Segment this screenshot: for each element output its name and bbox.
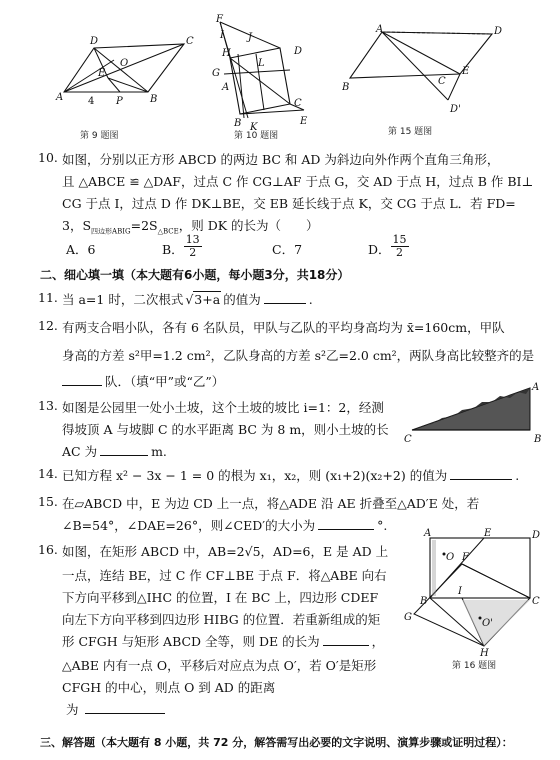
q10-option-b-numerator: 13 [185,233,200,246]
q16-text-line2: 一点，连结 BE，过 C 作 CF⊥BE 于点 F．将△ABE 向右 [62,568,387,583]
q11-answer-blank[interactable] [264,303,306,304]
q11-radicand: 3+a [194,292,221,307]
fig15-label-e: E [462,66,470,77]
q15-text-line2b: °. [377,518,388,533]
fig10-label-c: C [294,98,302,109]
figure-16-caption: 第 16 题图 [452,661,497,671]
q13-answer-blank[interactable] [100,455,148,456]
q16-text-line5b: ， [371,634,385,649]
figure-10-caption: 第 10 题图 [234,131,279,141]
q10-text-line2: 且 △ABCE ≌ △DAF，过点 C 作 CG⊥AF 于点 G，交 AD 于点 H，过点 B 作 BI⊥ [62,174,534,189]
fig10-label-g: G [212,68,220,79]
q14-number: 14. [38,466,58,481]
figure-16 [400,528,540,671]
fig10-label-h: H [222,48,231,59]
section-3-title-text: 三、解答题（本大题有 8 小题，共 72 分，解答需写出必要的文字说明、演算步骤或证明过程）： [40,736,513,749]
q10-option-b-label: B． [162,242,184,257]
figure-15-caption: 第 15 题图 [388,127,433,137]
q16-number: 16. [38,542,58,557]
q12-text-line2: 身高的方差 s²甲=1.2 cm²，乙队身高的方差 s²乙=2.0 cm²，两队身高比较整齐的是 [62,348,535,363]
q13-text-line3a: AC 为 [62,444,98,459]
fig16-label-d: D [532,530,540,541]
q11-text [62,290,313,308]
fig9-label-e: E [98,68,106,79]
fig16-label-b: B [420,596,428,607]
q11-text-a: 当 a=1 时，二次根式 [62,292,184,307]
fig10-label-f: F [216,14,223,25]
q16-answer-blank-1[interactable] [323,645,369,646]
q12-text-line3 [62,372,224,390]
fig15-label-d-prime: D' [450,104,461,115]
q13-number: 13. [38,398,58,413]
figure-9 [52,30,202,141]
fig16-label-e: E [484,528,492,539]
q10-option-d-denominator: 2 [396,246,404,259]
fig10-label-b: B [234,118,242,129]
q13-text-line3 [62,442,167,460]
q16-text-line5 [62,632,384,650]
fig9-label-a: A [56,92,64,103]
fig15-label-d: D [494,26,503,37]
q14-answer-blank[interactable] [450,479,512,480]
fig16-label-o: O [446,552,455,563]
fig16-label-h: H [480,648,489,658]
fig10-label-j: J [248,32,253,43]
fig10-label-d: D [294,46,303,57]
q10-options [0,234,560,264]
q10-number: 10. [38,150,58,165]
q16-answer-blank-2[interactable] [85,713,165,714]
q13-text-line1: 如图是公园里一处小土坡，这个土坡的坡比 i=1：2，经测 [62,400,384,415]
q16-text-line8a: 为 [66,702,79,717]
q10-option-c: C．7 [272,242,303,257]
figure-10-diagram [208,14,318,134]
fig16-label-i: I [458,586,462,597]
q12-number: 12. [38,318,58,333]
q13-text-line2: 得坡顶 A 与坡脚 C 的水平距离 BC 为 8 m，则小土坡的长 [62,422,389,437]
fig13-label-b: B [534,434,542,445]
fig10-label-i: I [220,30,224,41]
q16-text-line8 [66,700,165,718]
fig16-label-c: C [532,596,540,607]
q10-text-line3: CG 于点 I，过点 D 作 DK⊥BE，交 EB 延长线于点 K，交 CG 于点 L．若 FD= [62,196,516,211]
fig10-label-k: K [250,122,258,133]
q10-option-b-fraction [184,234,202,259]
q10-option-d-fraction [391,234,409,259]
q11-number: 11. [38,290,58,305]
q14-text [62,466,519,484]
fig16-label-o-prime: O' [482,618,493,629]
fig15-label-c: C [438,76,446,87]
fig16-label-g: G [404,612,412,623]
q15-number: 15. [38,494,58,509]
q10-option-b [162,233,202,259]
q10-option-b-denominator: 2 [189,246,197,259]
fig10-label-l: L [258,58,265,69]
fig10-label-a: A [222,82,230,93]
fig9-label-p: P [116,96,123,107]
fig15-label-b: B [342,82,350,93]
q12-text-line3b: 队．（填“甲”或“乙”） [105,374,225,389]
q15-text-line2a: ∠B=54°，∠DAE=26°，则∠CED′的大小为 [62,518,316,533]
q10-option-d-label: D． [368,242,391,257]
figure-13-diagram [400,382,545,446]
figure-9-diagram [52,30,202,120]
q16-text-line5a: 形 CFGH 与矩形 ABCD 全等，则 DE 的长为 [62,634,320,649]
sqrt-icon: √ [185,292,194,307]
fig13-label-a: A [532,382,540,393]
q12-text-line1: 有两支合唱小队，各有 6 名队员，甲队与乙队的平均身高均为 x̄=160cm，甲队 [62,320,505,335]
q11-radical [185,292,221,307]
q10-l4a: 3，S [62,218,92,233]
q10-l4b: =2S [130,218,158,233]
fig10-label-e: E [300,116,308,127]
figure-10 [208,14,318,144]
q16-text-line3: 下方向平移到△IHC 的位置，I 在 BC 上，四边形 CDEF [62,590,379,605]
q10-option-d [368,233,409,259]
q10-text-line1: 如图，分别以正方形 ABCD 的两边 BC 和 AD 为斜边向外作两个直角三角形， [62,152,500,167]
q14-text-b: . [515,468,520,483]
figure-15-diagram [342,22,522,132]
fig9-label-b: B [150,94,158,105]
figure-15 [342,22,522,142]
q16-text-line1: 如图，在矩形 ABCD 中，AB=2√5，AD=6，E 是 AD 上 [62,544,389,559]
q15-text-line2 [62,516,387,534]
figure-13 [400,382,545,446]
fig9-label-o: O [120,58,129,69]
q10-l4c: ，则 DK 的长为（ ） [178,218,319,233]
figure-9-caption: 第 9 题图 [80,131,119,141]
figure-16-diagram [400,528,540,658]
q11-text-b: 的值为 [223,292,261,307]
fig15-label-a: A [376,24,384,35]
q15-answer-blank[interactable] [318,529,374,530]
section-2-title-text: 二、细心填一填（本大题有6小题，每小题3分，共18分） [40,268,350,282]
q16-text-line4: 向左下方向平移到四边形 HIBG 的位置．若重新组成的矩 [62,612,381,627]
q13-text-line3b: m. [151,444,167,459]
fig13-label-c: C [404,434,412,445]
q11-text-c: . [308,292,313,307]
q15-text-line1: 在▱ABCD 中，E 为边 CD 上一点，将△ADE 沿 AE 折叠至△AD′E 处，若 [62,496,480,511]
q10-option-a: A．6 [66,242,96,257]
q12-answer-blank[interactable] [62,385,102,386]
q14-text-a: 已知方程 x² − 3x − 1 = 0 的根为 x₁，x₂，则 (x₁+2)(x₂+2) 的值为 [62,468,448,483]
q16-text-line6: △ABE 内有一点 O，平移后对应点为点 O′，若 O′是矩形 [62,658,377,673]
q16-text-line7: CFGH 的中心，则点 O 到 AD 的距离 [62,680,276,695]
fig16-label-f: F [462,552,469,563]
fig9-label-d: D [90,36,99,47]
fig9-label-c: C [186,36,194,47]
q10-option-d-numerator: 15 [392,233,407,246]
fig9-label-4: 4 [88,96,95,107]
q10-l4-sub2: △BCE [157,227,179,236]
fig16-label-a: A [424,528,432,539]
q10-l4-sub1: 四边形ABIG [91,227,131,236]
